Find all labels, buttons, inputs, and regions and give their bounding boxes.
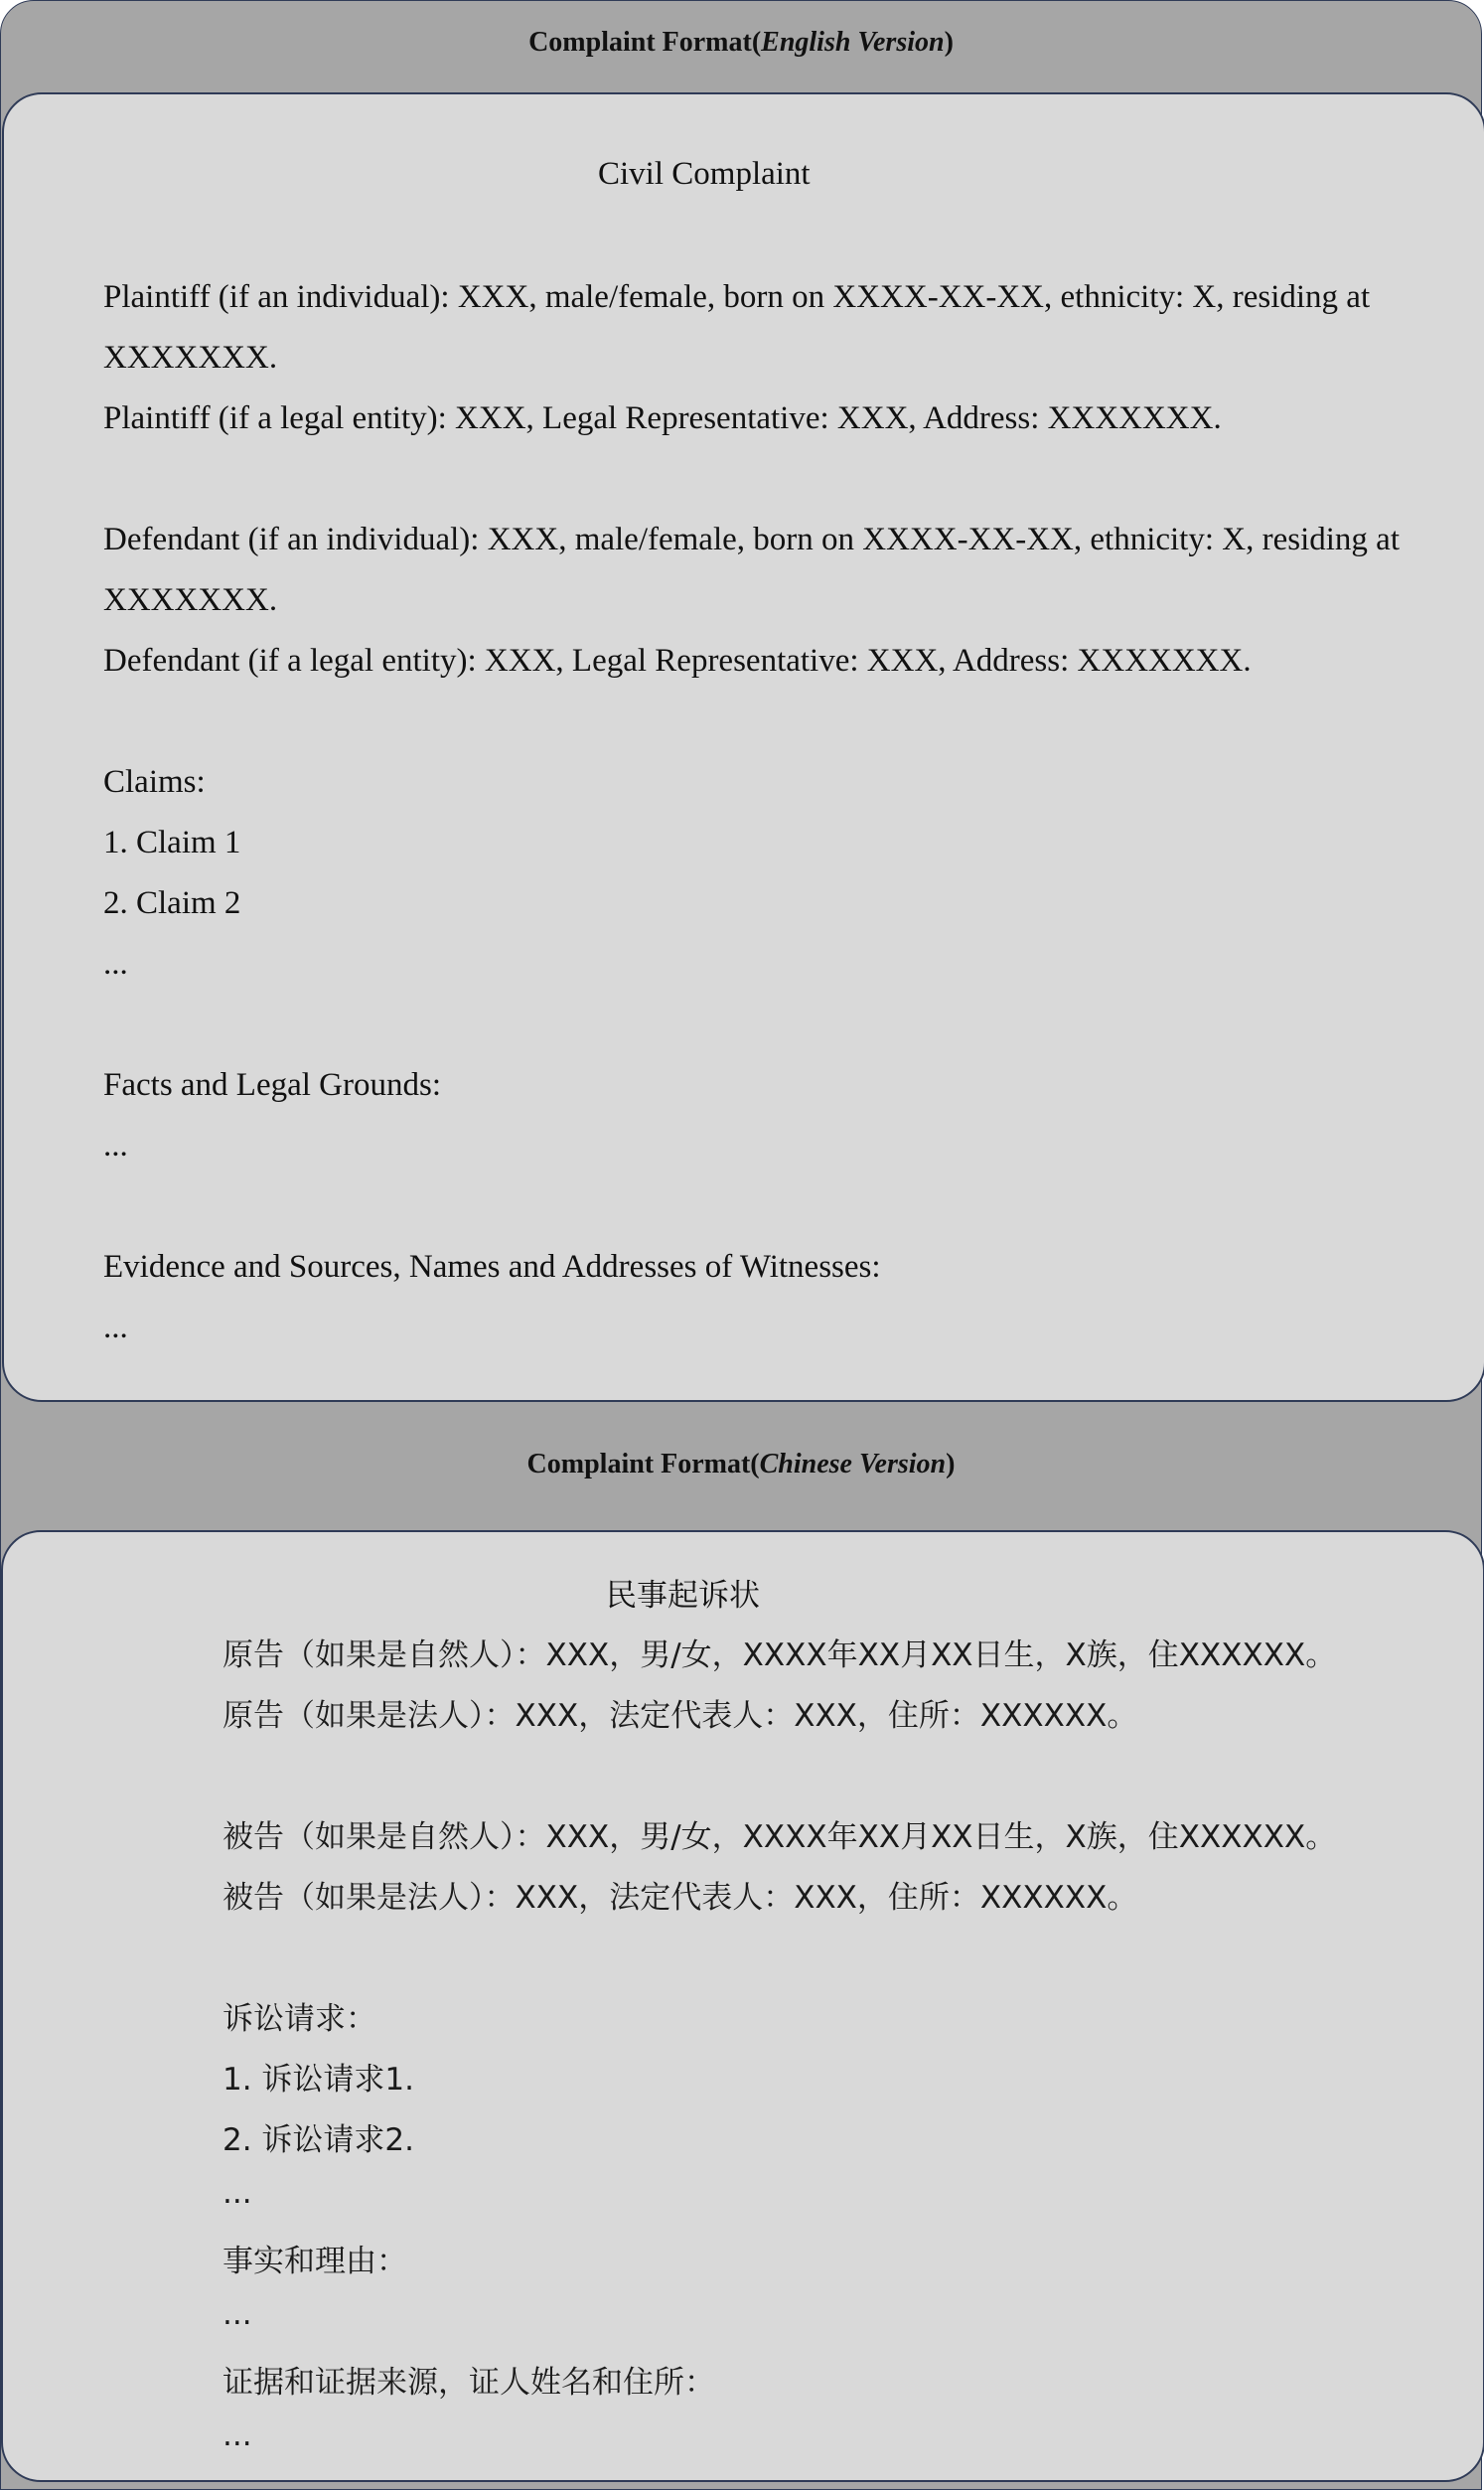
- claims-ellipsis: ...: [103, 946, 128, 982]
- cn-claims-heading: 诉讼请求：: [223, 2001, 376, 2037]
- cn-defendant-entity-line: 被告（如果是法人）：XXX，法定代表人：XXX，住所：XXXXXX。: [223, 1880, 1138, 1916]
- evidence-heading: Evidence and Sources, Names and Addresses of Witnesses:: [103, 1249, 881, 1285]
- plaintiff-individual-line: Plaintiff (if an individual): XXX, male/female, born on XXXX-XX-XX, ethnicity: X, residing at: [103, 279, 1371, 315]
- english-header-version: English Version: [761, 27, 945, 58]
- chinese-document-title: 民事起诉状: [606, 1578, 760, 1614]
- english-header-suffix: ): [944, 27, 954, 58]
- plaintiff-individual-line-cont: XXXXXXX.: [103, 340, 278, 376]
- cn-plaintiff-entity-line: 原告（如果是法人）：XXX，法定代表人：XXX，住所：XXXXXX。: [223, 1698, 1138, 1734]
- cn-facts-ellipsis: ...: [223, 2296, 252, 2332]
- defendant-individual-line: Defendant (if an individual): XXX, male/female, born on XXXX-XX-XX, ethnicity: X, residing at: [103, 522, 1400, 557]
- english-header-prefix: Complaint Format(: [528, 27, 762, 58]
- chinese-header-suffix: ): [946, 1449, 956, 1479]
- plaintiff-entity-line: Plaintiff (if a legal entity): XXX, Legal Representative: XXX, Address: XXXXXXX.: [103, 400, 1222, 436]
- claims-heading: Claims:: [103, 764, 206, 800]
- english-complaint-card: [2, 92, 1484, 1402]
- defendant-entity-line: Defendant (if a legal entity): XXX, Legal Representative: XXX, Address: XXXXXXX.: [103, 643, 1252, 679]
- cn-claim-item-2: 2. 诉讼请求2.: [223, 2122, 415, 2158]
- cn-claim-item-1: 1. 诉讼请求1.: [223, 2062, 415, 2098]
- cn-claims-ellipsis: ...: [223, 2175, 252, 2211]
- cn-evidence-heading: 证据和证据来源，证人姓名和住所：: [223, 2365, 715, 2401]
- cn-defendant-individual-line: 被告（如果是自然人）：XXX，男/女，XXXX年XX月XX日生，X族，住XXXXXX。: [223, 1819, 1337, 1855]
- cn-facts-heading: 事实和理由：: [223, 2244, 407, 2279]
- claim-item-2: 2. Claim 2: [103, 885, 241, 921]
- facts-ellipsis: ...: [103, 1128, 128, 1164]
- chinese-section-header: [1, 1449, 1481, 1480]
- cn-plaintiff-individual-line: 原告（如果是自然人）：XXX，男/女，XXXX年XX月XX日生，X族，住XXXXXX。: [223, 1637, 1337, 1673]
- facts-heading: Facts and Legal Grounds:: [103, 1067, 442, 1103]
- defendant-individual-line-cont: XXXXXXX.: [103, 582, 278, 618]
- cn-evidence-ellipsis: ...: [223, 2417, 252, 2453]
- evidence-ellipsis: ...: [103, 1310, 128, 1345]
- english-section-header: [1, 27, 1481, 59]
- chinese-header-version: Chinese Version: [759, 1449, 947, 1479]
- claim-item-1: 1. Claim 1: [103, 825, 241, 860]
- chinese-complaint-card: [1, 1530, 1484, 2482]
- chinese-header-prefix: Complaint Format(: [526, 1449, 760, 1479]
- english-document-title: Civil Complaint: [598, 156, 811, 192]
